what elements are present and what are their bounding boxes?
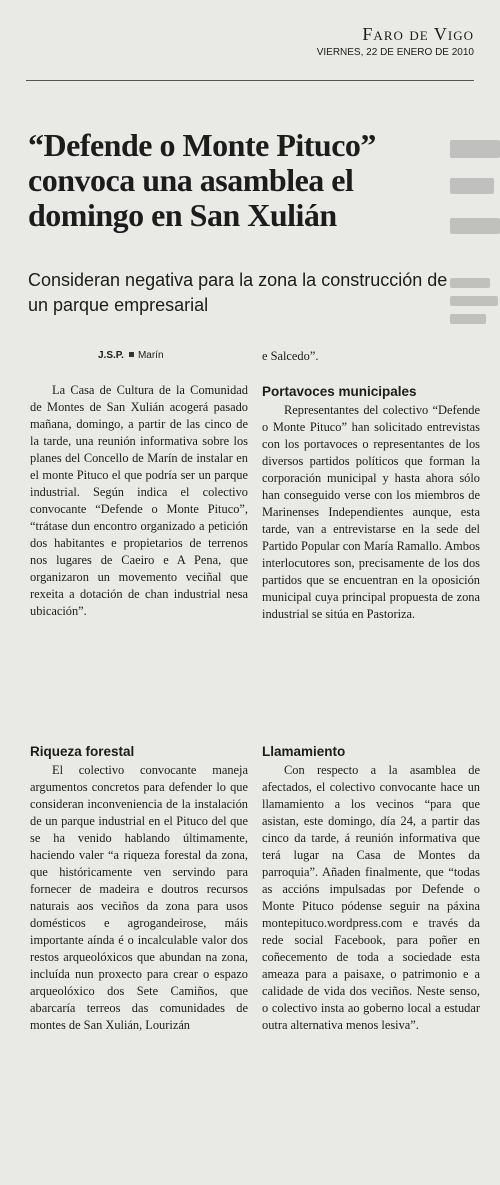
column-right-continuation (262, 348, 480, 365)
header-divider (26, 80, 474, 81)
bullet-square-icon (129, 352, 134, 357)
column-left-bottom (30, 742, 248, 1034)
portavoces-paragraph: Representantes del colectivo “Defende o Monte Pituco” han solicitado entrevistas con los portavoces o representantes de los diversos partidos políticos que forman la corporación municipal y hasta ahora sólo han conseguido verse con los miembros de Marinenses Independientes aunque, esta tarde, van a entrevistarse en la sede del Partido Popular con María Ramallo. Ambos interlocutores son, precisamente de los dos partidos que se encuentran en la oposición municipal cuya principal propuesta de zona industrial se sitúa en Pastoriza. (262, 403, 480, 621)
article-headline: “Defende o Monte Pituco” convoca una asamblea el domingo en San Xulián (28, 127, 376, 233)
masthead (317, 24, 474, 60)
column-right-top (262, 382, 480, 623)
intro-paragraph: La Casa de Cultura de la Comunidad de Montes de San Xulián acogerá pasado mañana, domingo, a partir de las cinco de la tarde, una reunión informativa sobre los planes del Concello de Marín de instalar en el monte Pituco el que podría ser un parque industrial. Según indica el colectivo convocante “Defende o Monte Pituco”, “trátase dun encontro organizado a petición dos habitantes e propietarios de terrenos nos lugares de Caeiro e A Pena, que organizaron un movemento veciñal que rexeita a dotación de chan industrial nesa ubicación”. (30, 383, 248, 618)
column-right-bottom (262, 742, 480, 1034)
publication-date: VIERNES, 22 DE ENERO DE 2010 (316, 47, 474, 58)
riqueza-paragraph: El colectivo convocante maneja argumentos concretos para defender lo que consideran inconveniencia de la instalación de un parque industrial en el Pituco del que se ha venido hablando últimamente, haciendo valer “a riqueza forestal da zona, que históricamente ven servindo para fornecer de madeira e doutros recursos naturais aos veciños da zona para usos domésticos e agrogandeirose, máis importante aínda é o incalculable valor dos restos arqueolóxicos que abundan na zona, incluída nun proxecto para crear o espazo arqueolóxico dos Sete Camiños, que abarcaría terreos das comunidades de montes de San Xulián, Lourizán (30, 763, 248, 1032)
newspaper-name: Faro de Vigo (362, 24, 474, 44)
llamamiento-paragraph: Con respecto a la asamblea de afectados, el colectivo convocante hace un llamamiento a los vecinos “para que asistan, este domingo, día 24, a partir das cinco da tarde, á reunión informativa que terá lugar na Casa de Montes da parroquia”. Añaden finalmente, que “todas as accións impulsadas por Defende o Monte Pituco pódense seguir na páxina montepituco.wordpress.com e través da rede social Facebook, para poñer en coñecemento de toda a sociedade esta ameaza para a paisaxe, o patrimonio e a calidade de vida dos veciños. Neste senso, o colectivo insta ao goberno local a estudar outra alternativa menos lesiva”. (262, 763, 480, 1032)
column-left-top (30, 382, 248, 620)
continuation-text: e Salcedo”. (262, 349, 319, 363)
byline (98, 350, 164, 361)
byline-author: J.S.P. (98, 350, 124, 361)
section-heading-riqueza: Riqueza forestal (30, 744, 135, 759)
section-heading-portavoces: Portavoces municipales (262, 384, 417, 399)
article-subheadline: Consideran negativa para la zona la construcción de un parque empresarial (28, 270, 448, 315)
section-heading-llamamiento: Llamamiento (262, 744, 346, 759)
byline-location: Marín (137, 350, 164, 361)
